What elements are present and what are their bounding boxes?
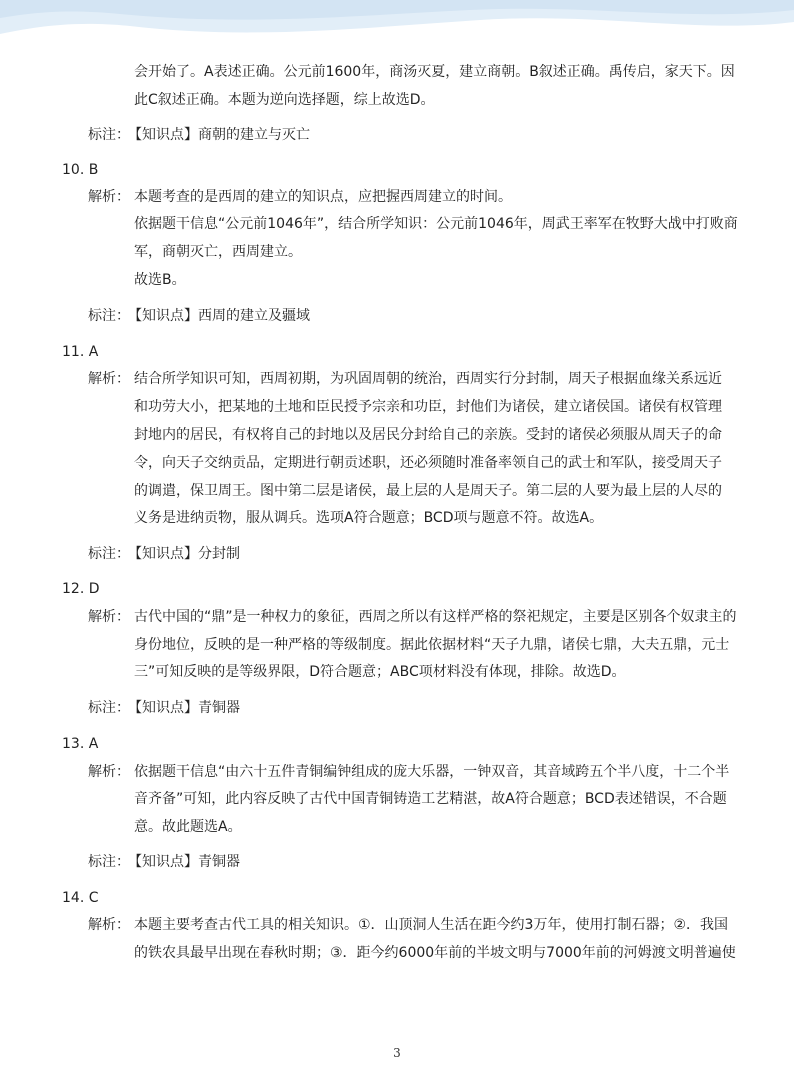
analysis-label: 解析： bbox=[88, 371, 130, 387]
page-number: 3 bbox=[393, 1046, 401, 1060]
paragraph-line: 依据题干信息“由六十五件青铜编钟组成的庞大乐器，一钟双音，其音域跨五个半八度，十二个半 bbox=[134, 764, 730, 780]
knowledge-tag: 【知识点】青铜器 bbox=[128, 854, 240, 870]
paragraph-line: 身份地位，反映的是一种严格的等级制度。据此依据材料“天子九鼎，诸侯七鼎，大夫五鼎，元士 bbox=[134, 637, 730, 653]
paragraph-line: 义务是进纳贡物，服从调兵。选项A符合题意；BCD项与题意不符。故选A。 bbox=[134, 510, 604, 526]
question-number: 13. A bbox=[62, 736, 99, 752]
paragraph-line: 的调遣，保卫周王。图中第二层是诸侯，最上层的人是周天子。第二层的人要为最上层的人尽的 bbox=[134, 483, 722, 499]
analysis-label: 解析： bbox=[88, 609, 130, 625]
tag-label: 标注： bbox=[88, 127, 130, 143]
paragraph-line: 会开始了。A表述正确。公元前1600年，商汤灭夏，建立商朝。B叙述正确。禹传启，家天下。因 bbox=[134, 64, 735, 80]
knowledge-tag: 【知识点】商朝的建立与灭亡 bbox=[128, 127, 310, 143]
tag-label: 标注： bbox=[88, 546, 130, 562]
question-number: 14. C bbox=[62, 890, 99, 906]
header-wave-decoration bbox=[0, 0, 794, 60]
analysis-label: 解析： bbox=[88, 917, 130, 933]
question-number: 10. B bbox=[62, 162, 99, 178]
tag-label: 标注： bbox=[88, 308, 130, 324]
knowledge-tag: 【知识点】分封制 bbox=[128, 546, 240, 562]
paragraph-line: 古代中国的“鼎”是一种权力的象征，西周之所以有这样严格的祭祀规定，主要是区别各个奴隶主的 bbox=[134, 609, 737, 625]
paragraph-line: 封地内的居民，有权将自己的封地以及居民分封给自己的亲族。受封的诸侯必须服从周天子的命 bbox=[134, 427, 722, 443]
question-number: 11. A bbox=[62, 344, 99, 360]
analysis-label: 解析： bbox=[88, 189, 130, 205]
paragraph-line: 三”可知反映的是等级界限，D符合题意；ABC项材料没有体现，排除。故选D。 bbox=[134, 664, 626, 680]
paragraph-line: 令，向天子交纳贡品，定期进行朝贡述职，还必须随时准备率领自己的武士和军队，接受周天子 bbox=[134, 455, 722, 471]
paragraph-line: 音齐备”可知，此内容反映了古代中国青铜铸造工艺精湛，故A符合题意；BCD表述错误，不合题 bbox=[134, 791, 727, 807]
question-number: 12. D bbox=[62, 581, 100, 597]
paragraph-line: 此C叙述正确。本题为逆向选择题，综上故选D。 bbox=[134, 92, 435, 108]
paragraph-line: 故选B。 bbox=[134, 272, 186, 288]
paragraph-line: 和功劳大小，把某地的土地和臣民授予宗亲和功臣，封他们为诸侯，建立诸侯国。诸侯有权管理 bbox=[134, 399, 722, 415]
paragraph-line: 本题主要考查古代工具的相关知识。①．山顶洞人生活在距今约3万年，使用打制石器；②．我国 bbox=[134, 917, 729, 933]
analysis-label: 解析： bbox=[88, 764, 130, 780]
paragraph-line: 依据题干信息“公元前1046年”，结合所学知识：公元前1046年，周武王率军在牧野大战中打败商 bbox=[134, 216, 738, 232]
knowledge-tag: 【知识点】西周的建立及疆域 bbox=[128, 308, 310, 324]
tag-label: 标注： bbox=[88, 700, 130, 716]
paragraph-line: 意。故此题选A。 bbox=[134, 819, 242, 835]
tag-label: 标注： bbox=[88, 854, 130, 870]
paragraph-line: 的铁农具最早出现在春秋时期；③．距今约6000年前的半坡文明与7000年前的河姆渡文明普遍使 bbox=[134, 945, 736, 961]
paragraph-line: 结合所学知识可知，西周初期，为巩固周朝的统治，西周实行分封制，周天子根据血缘关系远近 bbox=[134, 371, 722, 387]
paragraph-line: 本题考查的是西周的建立的知识点，应把握西周建立的时间。 bbox=[134, 189, 512, 205]
knowledge-tag: 【知识点】青铜器 bbox=[128, 700, 240, 716]
paragraph-line: 军，商朝灭亡，西周建立。 bbox=[134, 244, 302, 260]
